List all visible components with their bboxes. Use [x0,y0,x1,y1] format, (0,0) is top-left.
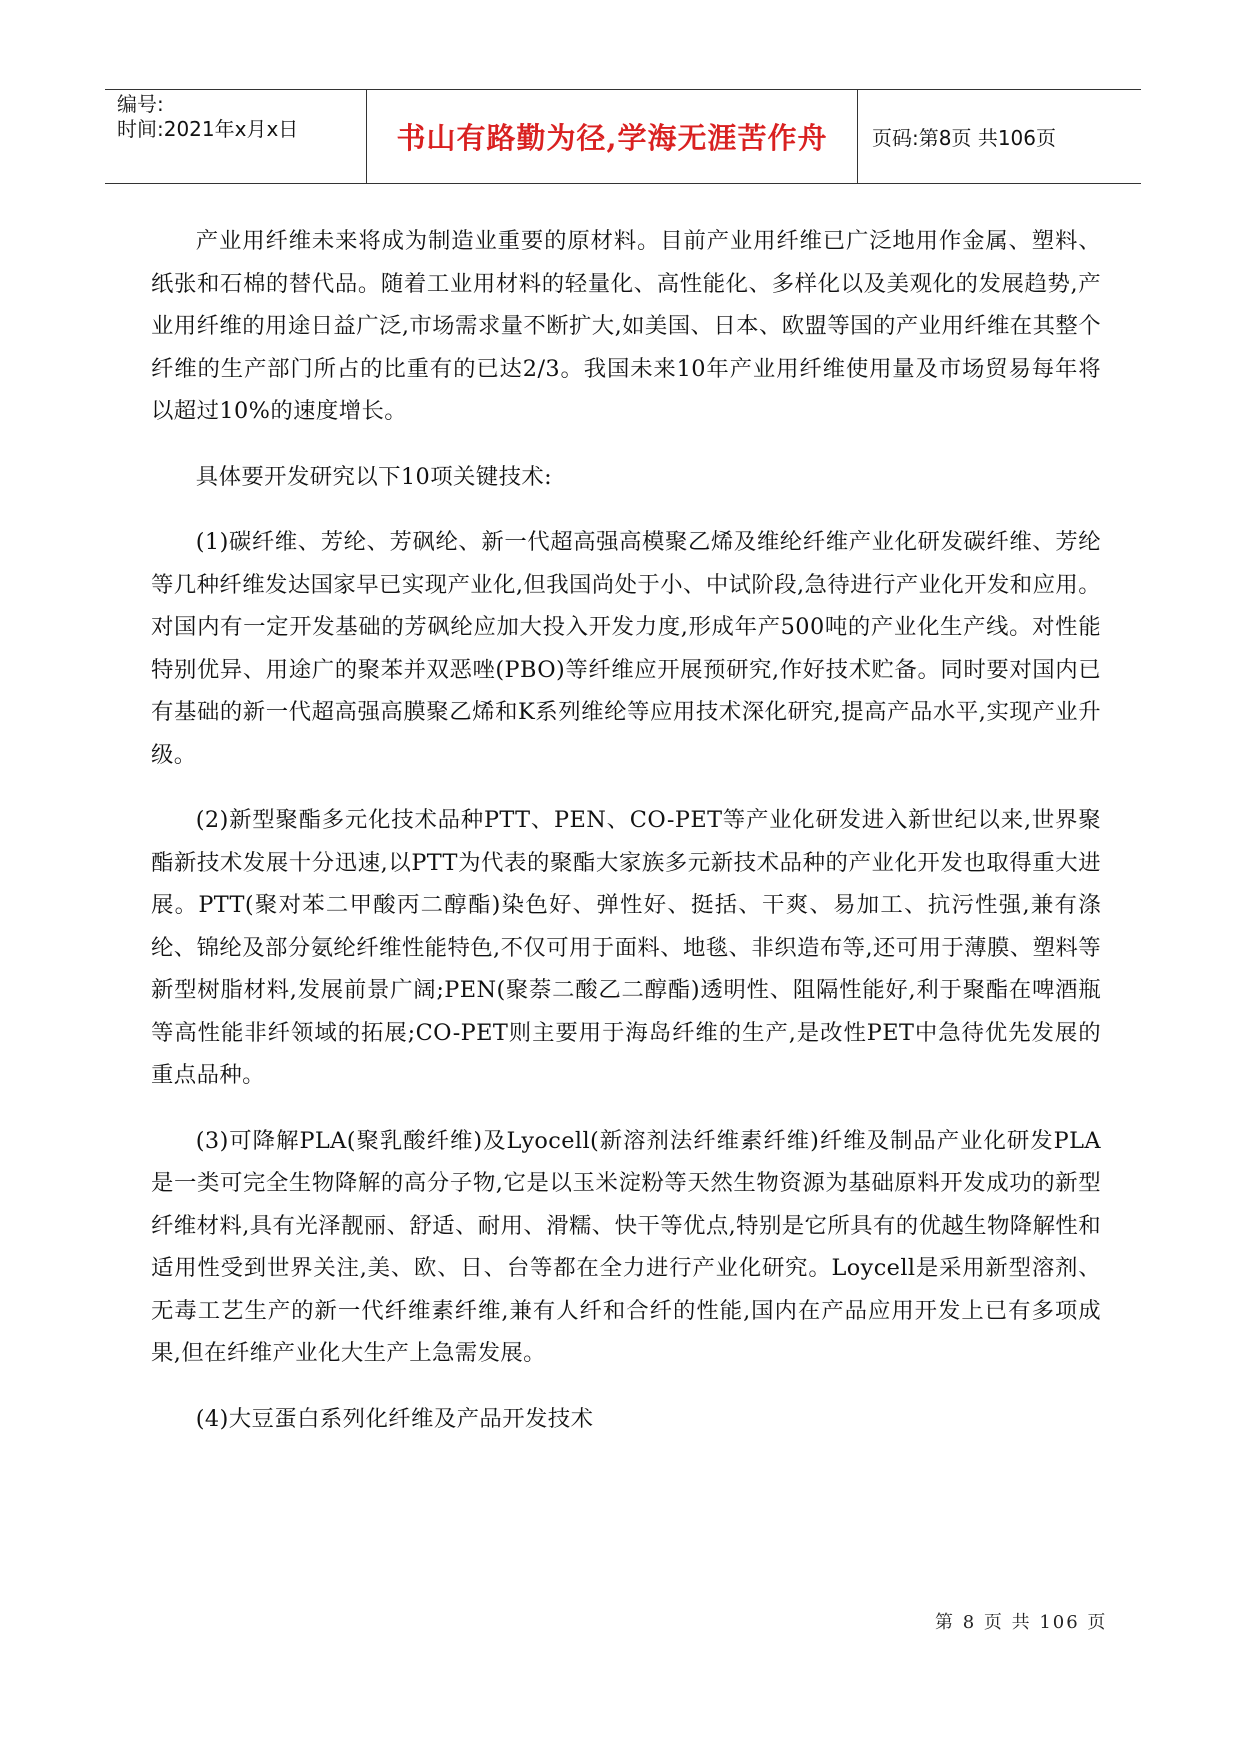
paragraph-item-3: (3)可降解PLA(聚乳酸纤维)及Lyocell(新溶剂法纤维素纤维)纤维及制品产业化研发PLA是一类可完全生物降解的高分子物,它是以玉米淀粉等天然生物资源为基础原料开发成功的新型纤维材料,具有光泽靓丽、舒适、耐用、滑糯、快干等优点,特别是它所具有的优越生物降解性和适用性受到世界关注,美、欧、日、台等都在全力进行产业化研究。Loycell是采用新型溶剂、无毒工艺生产的新一代纤维素纤维,兼有人纤和合纤的性能,国内在产品应用开发上已有多项成果,但在纤维产业化大生产上急需发展。 [151,1127,1101,1366]
page-footer: 第 8 页 共 106 页 [935,1612,1108,1633]
header-page-cell [858,90,1141,183]
header-meta [105,90,367,183]
page-header [105,89,1141,184]
paragraph-key-tech-lead: 具体要开发研究以下10项关键技术: [195,463,553,490]
header-motto-cell [367,90,858,183]
paragraph-item-2: (2)新型聚酯多元化技术品种PTT、PEN、CO-PET等产业化研发进入新世纪以来,世界聚酯新技术发展十分迅速,以PTT为代表的聚酯大家族多元新技术品种的产业化开发也取得重大进展。PTT(聚对苯二甲酸丙二醇酯)染色好、弹性好、挺括、干爽、易加工、抗污性强,兼有涤纶、锦纶及部分氨纶纤维性能特色,不仅可用于面料、地毯、非织造布等,还可用于薄膜、塑料等新型树脂材料,发展前景广阔;PEN(聚萘二酸乙二醇酯)透明性、阻隔性能好,利于聚酯在啤酒瓶等高性能非纤领域的拓展;CO-PET则主要用于海岛纤维的生产,是改性PET中急待优先发展的重点品种。 [151,807,1101,1088]
paragraph-item-1: (1)碳纤维、芳纶、芳砜纶、新一代超高强高模聚乙烯及维纶纤维产业化研发碳纤维、芳纶等几种纤维发达国家早已实现产业化,但我国尚处于小、中试阶段,急待进行产业化开发和应用。对国内有一定开发基础的芳砜纶应加大投入开发力度,形成年产500吨的产业化生产线。对性能特别优异、用途广的聚苯并双恶唑(PBO)等纤维应开展预研究,作好技术贮备。同时要对国内已有基础的新一代超高强高膜聚乙烯和K系列维纶等应用技术深化研究,提高产品水平,实现产业升级。 [151,529,1101,768]
document-body [151,220,1101,1463]
document-time-label: 时间:2021年x月x日 [117,117,299,141]
paragraph-item-4: (4)大豆蛋白系列化纤维及产品开发技术 [195,1405,594,1432]
paragraph-intro: 产业用纤维未来将成为制造业重要的原材料。目前产业用纤维已广泛地用作金属、塑料、纸张和石棉的替代品。随着工业用材料的轻量化、高性能化、多样化以及美观化的发展趋势,产业用纤维的用途日益广泛,市场需求量不断扩大,如美国、日本、欧盟等国的产业用纤维在其整个纤维的生产部门所占的比重有的已达2/3。我国未来10年产业用纤维使用量及市场贸易每年将以超过10%的速度增长。 [151,228,1101,424]
header-page-number: 页码:第8页 共106页 [872,126,1056,150]
header-motto: 书山有路勤为径,学海无涯苦作舟 [396,121,828,155]
document-number-label: 编号: [117,92,164,116]
